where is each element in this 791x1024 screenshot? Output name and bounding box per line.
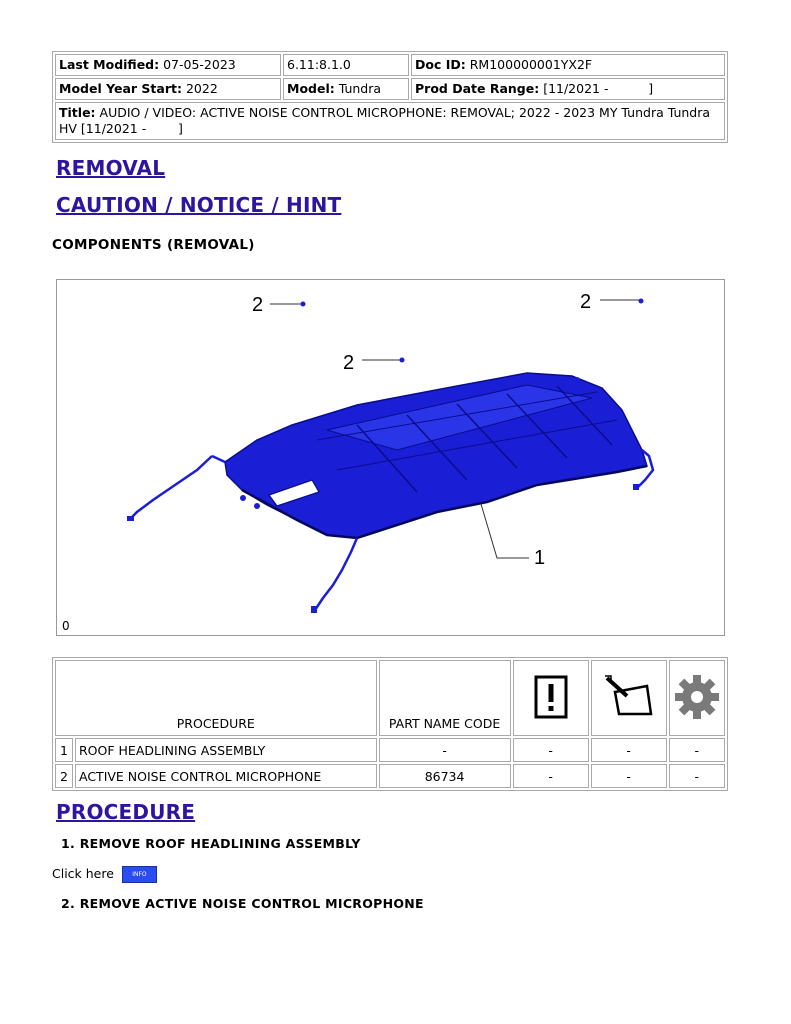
part-code-cell: -: [379, 738, 511, 762]
model-cell: Model: Tundra: [283, 78, 409, 100]
prod-date-cell: Prod Date Range: [11/2021 - ]: [411, 78, 725, 100]
table-row: [55, 738, 725, 762]
callout-label: 1: [534, 547, 546, 569]
row-number: 1: [55, 738, 73, 762]
note-cell: -: [591, 764, 667, 788]
component-illustration: [56, 279, 725, 636]
callout-label: 2: [252, 294, 264, 316]
info-button[interactable]: INFO: [122, 866, 157, 883]
note-cell: -: [591, 738, 667, 762]
title-cell: Title: AUDIO / VIDEO: ACTIVE NOISE CONTROL MICROPHONE: REMOVAL; 2022 - 2023 MY Tundra Tundra HV [11/2021 - ]: [55, 102, 725, 140]
model-year-cell: Model Year Start: 2022: [55, 78, 281, 100]
procedure-link[interactable]: PROCEDURE: [56, 800, 196, 824]
left-wire-harness: [129, 456, 212, 520]
illustration-code: 0: [62, 619, 70, 633]
row-number: 2: [55, 764, 73, 788]
roof-headlining-drawing: [57, 280, 724, 635]
caution-cell: -: [513, 764, 589, 788]
note-column-header: [591, 660, 667, 736]
microphone-marker: [301, 302, 306, 307]
table-row: [55, 764, 725, 788]
step-1-heading: 1. REMOVE ROOF HEADLINING ASSEMBLY: [61, 836, 361, 851]
procedure-cell: ROOF HEADLINING ASSEMBLY: [75, 738, 377, 762]
procedure-cell: ACTIVE NOISE CONTROL MICROPHONE: [75, 764, 377, 788]
doc-id-cell: Doc ID: RM100000001YX2F: [411, 54, 725, 76]
removal-link[interactable]: REMOVAL: [56, 156, 166, 180]
step-2-heading: 2. REMOVE ACTIVE NOISE CONTROL MICROPHONE: [61, 896, 424, 911]
part-code-cell: 86734: [379, 764, 511, 788]
front-wire-harness: [315, 538, 357, 610]
components-heading: COMPONENTS (REMOVAL): [52, 237, 255, 253]
part-name-code-column-header: PART NAME CODE: [379, 660, 511, 736]
click-here-text: Click here: [52, 866, 114, 881]
caution-cell: -: [513, 738, 589, 762]
document-header-table: [52, 51, 728, 143]
microphone-marker: [400, 358, 405, 363]
note-icon: [603, 674, 655, 720]
caution-icon: [533, 674, 569, 720]
tool-column-header: [669, 660, 725, 736]
procedure-column-header: PROCEDURE: [55, 660, 377, 736]
tool-cell: -: [669, 738, 725, 762]
procedure-table: [52, 657, 728, 791]
caution-column-header: [513, 660, 589, 736]
tool-icon: [672, 672, 722, 722]
last-modified-cell: Last Modified: 07-05-2023: [55, 54, 281, 76]
tool-cell: -: [669, 764, 725, 788]
click-here-row: [52, 866, 157, 883]
version-cell: 6.11:8.1.0: [283, 54, 409, 76]
callout-label: 2: [580, 291, 592, 313]
microphone-marker: [639, 299, 644, 304]
callout-label: 2: [343, 352, 355, 374]
caution-notice-hint-link[interactable]: CAUTION / NOTICE / HINT: [56, 193, 342, 217]
